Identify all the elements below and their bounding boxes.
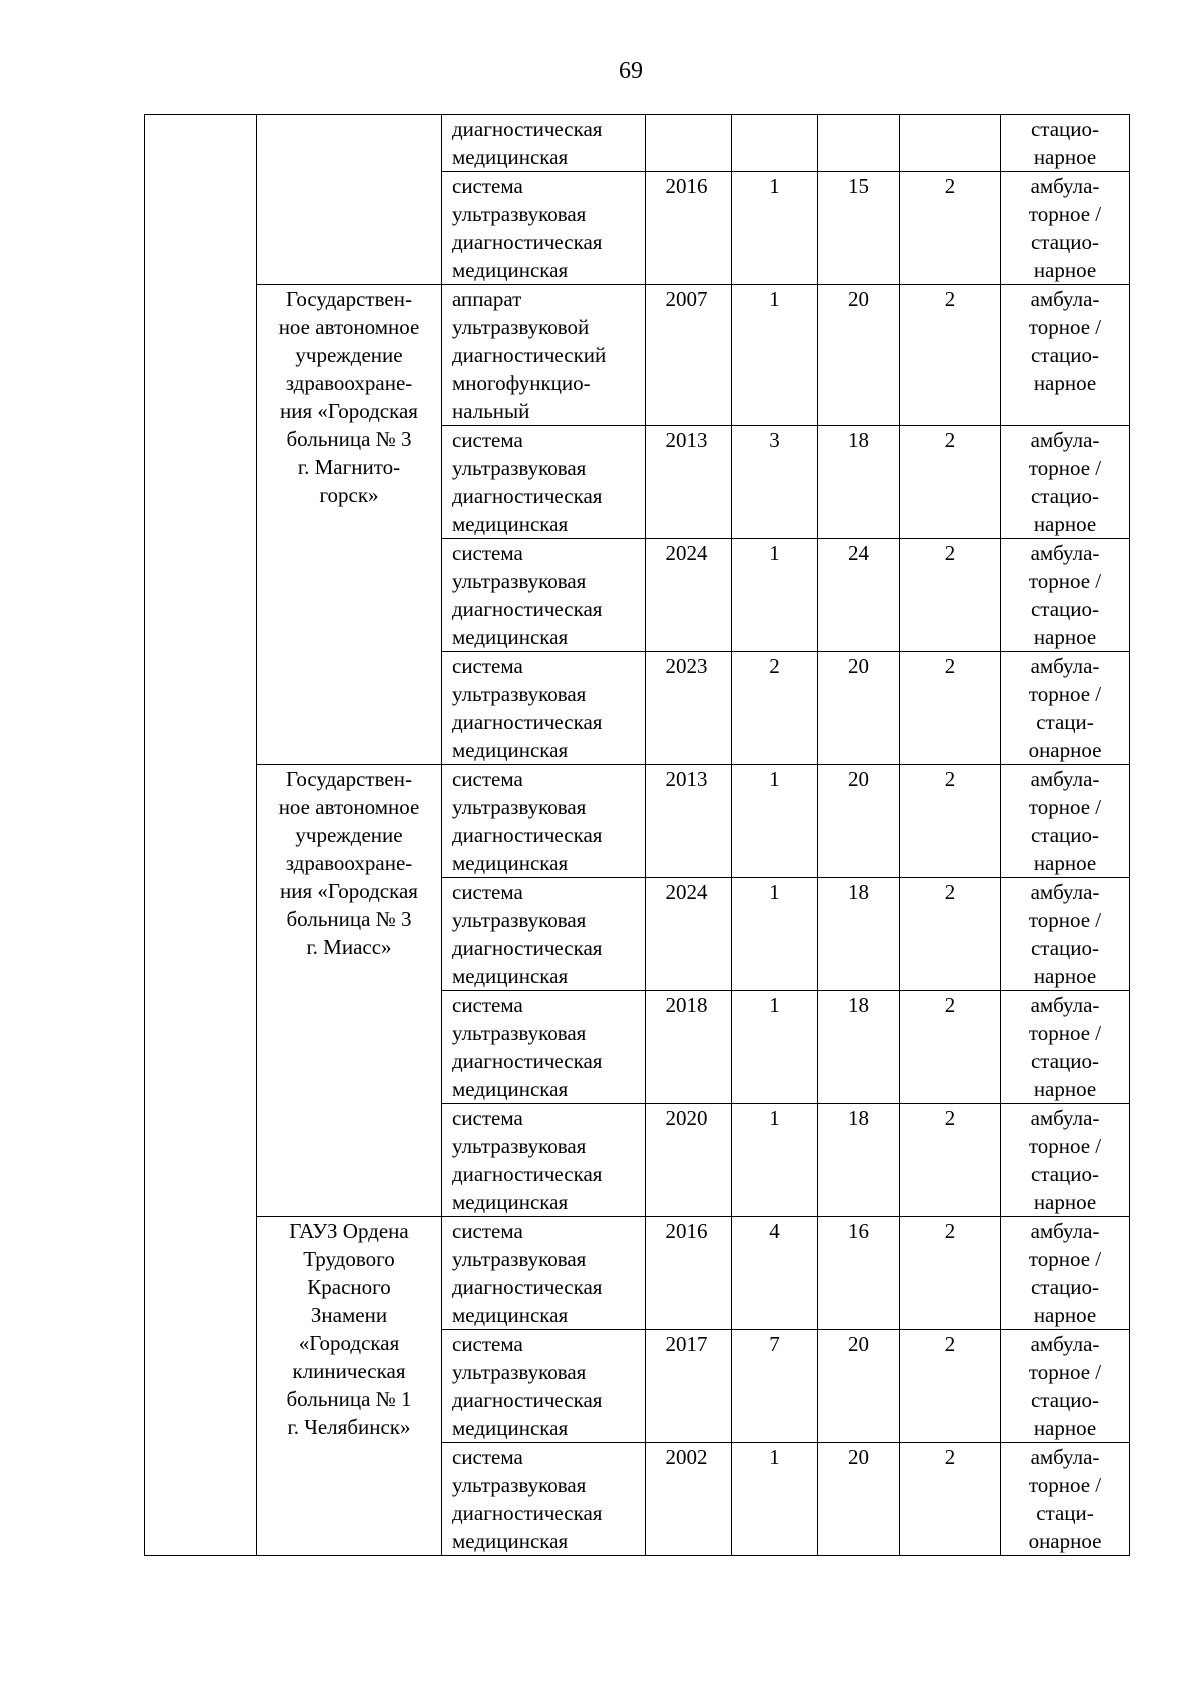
organization-cell-line: ГАУЗ Ордена xyxy=(289,1219,409,1243)
age-cell: 20 xyxy=(818,765,900,878)
care-type-cell-line: стацио- xyxy=(1030,1388,1100,1412)
organization-cell-line: больница № 3 xyxy=(286,427,412,451)
organization-cell-line: Красного xyxy=(307,1275,391,1299)
organization-cell-line: здравоохране- xyxy=(285,851,413,875)
equipment-name-cell-line: ультразвуковая xyxy=(452,569,587,593)
equipment-name-cell-line: система xyxy=(452,1106,523,1130)
equipment-name-cell-line: диагностическая xyxy=(452,230,603,254)
quantity-cell: 1 xyxy=(732,991,818,1104)
shifts-cell: 2 xyxy=(900,1217,1001,1330)
age-cell: 18 xyxy=(818,878,900,991)
care-type-cell-line: онарное xyxy=(1028,1529,1102,1553)
care-type-cell-line: стацио- xyxy=(1030,936,1100,960)
care-type-cell xyxy=(1001,1330,1130,1443)
care-type-cell-line: торное / xyxy=(1028,1021,1102,1045)
care-type-cell-line: торное / xyxy=(1028,202,1102,226)
organization-cell xyxy=(257,1217,442,1556)
age-cell: 20 xyxy=(818,285,900,426)
care-type-cell-line: нарное xyxy=(1033,1303,1097,1327)
equipment-name-cell-line: медицинская xyxy=(452,1416,569,1440)
quantity-cell: 1 xyxy=(732,539,818,652)
organization-cell-line: больница № 3 xyxy=(286,907,412,931)
age-cell: 20 xyxy=(818,652,900,765)
care-type-cell-line: нарное xyxy=(1033,851,1097,875)
equipment-table xyxy=(144,114,1130,1556)
equipment-name-cell-line: диагностическая xyxy=(452,484,603,508)
care-type-cell-line: торное / xyxy=(1028,315,1102,339)
equipment-table-body xyxy=(145,115,1130,1556)
care-type-cell-line: амбула- xyxy=(1030,1332,1100,1356)
equipment-name-cell-line: медицинская xyxy=(452,738,569,762)
age-cell: 20 xyxy=(818,1443,900,1556)
shifts-cell: 2 xyxy=(900,652,1001,765)
equipment-name-cell-line: ультразвуковая xyxy=(452,1247,587,1271)
care-type-cell-line: онарное xyxy=(1028,738,1102,762)
equipment-name-cell-line: медицинская xyxy=(452,1077,569,1101)
quantity-cell: 1 xyxy=(732,1104,818,1217)
equipment-name-cell-line: диагностическая xyxy=(452,597,603,621)
care-type-cell-line: нарное xyxy=(1033,145,1097,169)
equipment-name-cell-line: многофункцио- xyxy=(452,371,591,395)
care-type-cell-line: нарное xyxy=(1033,1077,1097,1101)
care-type-cell-line: торное / xyxy=(1028,1360,1102,1384)
year-cell: 2018 xyxy=(646,991,732,1104)
equipment-name-cell xyxy=(442,172,646,285)
shifts-cell: 2 xyxy=(900,1443,1001,1556)
organization-cell-line: здравоохране- xyxy=(285,371,413,395)
age-cell: 15 xyxy=(818,172,900,285)
equipment-name-cell-line: система xyxy=(452,1219,523,1243)
equipment-name-cell-line: система xyxy=(452,428,523,452)
age-cell: 16 xyxy=(818,1217,900,1330)
care-type-cell-line: стацио- xyxy=(1030,1049,1100,1073)
equipment-name-cell xyxy=(442,991,646,1104)
equipment-name-cell-line: ультразвуковая xyxy=(452,682,587,706)
quantity-cell: 1 xyxy=(732,878,818,991)
care-type-cell xyxy=(1001,1104,1130,1217)
equipment-name-cell-line: ультразвуковая xyxy=(452,1134,587,1158)
equipment-name-cell-line: медицинская xyxy=(452,1529,569,1553)
care-type-cell xyxy=(1001,1217,1130,1330)
equipment-name-cell-line: диагностическая xyxy=(452,823,603,847)
care-type-cell-line: амбула- xyxy=(1030,174,1100,198)
care-type-cell-line: стацио- xyxy=(1030,117,1100,141)
quantity-cell: 1 xyxy=(732,172,818,285)
care-type-cell xyxy=(1001,172,1130,285)
care-type-cell xyxy=(1001,878,1130,991)
care-type-cell-line: стацио- xyxy=(1030,823,1100,847)
care-type-cell-line: амбула- xyxy=(1030,287,1100,311)
care-type-cell-line: нарное xyxy=(1033,512,1097,536)
care-type-cell-line: стацио- xyxy=(1030,1162,1100,1186)
care-type-cell xyxy=(1001,115,1130,172)
equipment-name-cell-line: медицинская xyxy=(452,145,569,169)
organization-cell-line: г. Челябинск» xyxy=(287,1415,411,1439)
equipment-name-cell-line: система xyxy=(452,1445,523,1469)
quantity-cell: 3 xyxy=(732,426,818,539)
care-type-cell xyxy=(1001,539,1130,652)
quantity-cell: 1 xyxy=(732,1443,818,1556)
organization-cell-line: ния «Городская xyxy=(280,879,418,903)
year-cell: 2024 xyxy=(646,878,732,991)
care-type-cell-line: амбула- xyxy=(1030,1445,1100,1469)
equipment-name-cell-line: система xyxy=(452,654,523,678)
care-type-cell-line: торное / xyxy=(1028,1473,1102,1497)
organization-cell-line: учреждение xyxy=(295,343,403,367)
organization-cell-line: больница № 1 xyxy=(286,1387,412,1411)
equipment-name-cell-line: система xyxy=(452,1332,523,1356)
age-cell: 18 xyxy=(818,991,900,1104)
age-cell: 18 xyxy=(818,426,900,539)
equipment-name-cell xyxy=(442,1443,646,1556)
care-type-cell xyxy=(1001,991,1130,1104)
care-type-cell-line: амбула- xyxy=(1030,541,1100,565)
equipment-name-cell-line: ультразвуковая xyxy=(452,908,587,932)
equipment-name-cell-line: ультразвуковая xyxy=(452,456,587,480)
shifts-cell: 2 xyxy=(900,991,1001,1104)
organization-cell-line: Государствен- xyxy=(286,287,412,311)
quantity-cell xyxy=(732,115,818,172)
empty-index-cell xyxy=(145,115,257,1556)
care-type-cell-line: торное / xyxy=(1028,795,1102,819)
equipment-name-cell-line: ультразвуковая xyxy=(452,1360,587,1384)
age-cell: 18 xyxy=(818,1104,900,1217)
equipment-name-cell-line: система xyxy=(452,174,523,198)
equipment-name-cell-line: ультразвуковой xyxy=(452,315,590,339)
equipment-name-cell-line: медицинская xyxy=(452,851,569,875)
equipment-name-cell-line: диагностический xyxy=(452,343,607,367)
organization-cell-line: Знамени xyxy=(310,1303,388,1327)
quantity-cell: 1 xyxy=(732,765,818,878)
equipment-name-cell-line: диагностическая xyxy=(452,117,603,141)
organization-cell-line: учреждение xyxy=(295,823,403,847)
care-type-cell-line: стаци- xyxy=(1036,1501,1094,1525)
equipment-name-cell xyxy=(442,652,646,765)
care-type-cell-line: торное / xyxy=(1028,1134,1102,1158)
equipment-name-cell xyxy=(442,878,646,991)
care-type-cell-line: торное / xyxy=(1028,682,1102,706)
care-type-cell-line: торное / xyxy=(1028,908,1102,932)
care-type-cell-line: амбула- xyxy=(1030,767,1100,791)
equipment-name-cell-line: аппарат xyxy=(452,287,522,311)
year-cell: 2024 xyxy=(646,539,732,652)
care-type-cell-line: нарное xyxy=(1033,625,1097,649)
shifts-cell: 2 xyxy=(900,172,1001,285)
equipment-name-cell-line: медицинская xyxy=(452,625,569,649)
equipment-name-cell xyxy=(442,765,646,878)
equipment-name-cell xyxy=(442,539,646,652)
organization-cell xyxy=(257,285,442,765)
year-cell: 2013 xyxy=(646,426,732,539)
equipment-name-cell xyxy=(442,285,646,426)
equipment-name-cell-line: медицинская xyxy=(452,964,569,988)
year-cell: 2017 xyxy=(646,1330,732,1443)
age-cell: 24 xyxy=(818,539,900,652)
organization-cell-line: ное автономное xyxy=(278,315,420,339)
equipment-name-cell-line: диагностическая xyxy=(452,1049,603,1073)
care-type-cell xyxy=(1001,765,1130,878)
organization-cell-line: ное автономное xyxy=(278,795,420,819)
shifts-cell: 2 xyxy=(900,426,1001,539)
year-cell: 2016 xyxy=(646,172,732,285)
quantity-cell: 4 xyxy=(732,1217,818,1330)
equipment-name-cell-line: ультразвуковая xyxy=(452,1473,587,1497)
equipment-name-cell-line: медицинская xyxy=(452,1190,569,1214)
care-type-cell-line: нарное xyxy=(1033,1190,1097,1214)
equipment-name-cell-line: система xyxy=(452,541,523,565)
care-type-cell-line: стацио- xyxy=(1030,230,1100,254)
equipment-name-cell-line: нальный xyxy=(452,399,530,423)
care-type-cell-line: амбула- xyxy=(1030,654,1100,678)
year-cell: 2007 xyxy=(646,285,732,426)
equipment-name-cell-line: диагностическая xyxy=(452,1388,603,1412)
quantity-cell: 7 xyxy=(732,1330,818,1443)
care-type-cell-line: нарное xyxy=(1033,964,1097,988)
equipment-name-cell-line: ультразвуковая xyxy=(452,795,587,819)
equipment-name-cell-line: диагностическая xyxy=(452,936,603,960)
care-type-cell-line: амбула- xyxy=(1030,1106,1100,1130)
table-row xyxy=(145,285,1130,426)
care-type-cell-line: нарное xyxy=(1033,371,1097,395)
care-type-cell-line: торное / xyxy=(1028,456,1102,480)
year-cell: 2020 xyxy=(646,1104,732,1217)
organization-cell-line: Трудового xyxy=(303,1247,395,1271)
equipment-name-cell xyxy=(442,426,646,539)
shifts-cell: 2 xyxy=(900,1104,1001,1217)
table-row xyxy=(145,1217,1130,1330)
equipment-name-cell-line: ультразвуковая xyxy=(452,202,587,226)
care-type-cell-line: амбула- xyxy=(1030,993,1100,1017)
care-type-cell-line: нарное xyxy=(1033,1416,1097,1440)
shifts-cell: 2 xyxy=(900,878,1001,991)
care-type-cell-line: стацио- xyxy=(1030,1275,1100,1299)
care-type-cell xyxy=(1001,1443,1130,1556)
age-cell xyxy=(818,115,900,172)
year-cell: 2013 xyxy=(646,765,732,878)
quantity-cell: 2 xyxy=(732,652,818,765)
care-type-cell-line: амбула- xyxy=(1030,880,1100,904)
organization-cell-line: клиническая xyxy=(292,1359,406,1383)
page-number: 69 xyxy=(619,58,643,84)
equipment-name-cell xyxy=(442,115,646,172)
care-type-cell xyxy=(1001,426,1130,539)
equipment-name-cell-line: медицинская xyxy=(452,1303,569,1327)
care-type-cell-line: стацио- xyxy=(1030,484,1100,508)
equipment-name-cell xyxy=(442,1104,646,1217)
equipment-name-cell xyxy=(442,1217,646,1330)
year-cell: 2016 xyxy=(646,1217,732,1330)
organization-cell-line: г. Магнито- xyxy=(297,455,401,479)
organization-cell-line: «Городская xyxy=(298,1331,400,1355)
table-row xyxy=(145,765,1130,878)
shifts-cell: 2 xyxy=(900,539,1001,652)
equipment-name-cell-line: ультразвуковая xyxy=(452,1021,587,1045)
quantity-cell: 1 xyxy=(732,285,818,426)
equipment-name-cell xyxy=(442,1330,646,1443)
organization-cell xyxy=(257,115,442,285)
care-type-cell-line: амбула- xyxy=(1030,1219,1100,1243)
shifts-cell: 2 xyxy=(900,1330,1001,1443)
equipment-name-cell-line: диагностическая xyxy=(452,710,603,734)
table-row xyxy=(145,115,1130,172)
equipment-name-cell-line: медицинская xyxy=(452,258,569,282)
shifts-cell xyxy=(900,115,1001,172)
care-type-cell-line: стацио- xyxy=(1030,343,1100,367)
care-type-cell xyxy=(1001,285,1130,426)
equipment-name-cell-line: диагностическая xyxy=(452,1501,603,1525)
organization-cell-line: Государствен- xyxy=(286,767,412,791)
care-type-cell-line: стаци- xyxy=(1036,710,1094,734)
care-type-cell-line: стацио- xyxy=(1030,597,1100,621)
equipment-name-cell-line: система xyxy=(452,880,523,904)
equipment-name-cell-line: диагностическая xyxy=(452,1275,603,1299)
care-type-cell-line: нарное xyxy=(1033,258,1097,282)
care-type-cell-line: торное / xyxy=(1028,569,1102,593)
shifts-cell: 2 xyxy=(900,285,1001,426)
equipment-name-cell-line: система xyxy=(452,993,523,1017)
shifts-cell: 2 xyxy=(900,765,1001,878)
care-type-cell xyxy=(1001,652,1130,765)
equipment-name-cell-line: диагностическая xyxy=(452,1162,603,1186)
care-type-cell-line: торное / xyxy=(1028,1247,1102,1271)
care-type-cell-line: амбула- xyxy=(1030,428,1100,452)
organization-cell-line: горск» xyxy=(319,483,379,507)
age-cell: 20 xyxy=(818,1330,900,1443)
organization-cell-line: г. Миасс» xyxy=(306,935,392,959)
equipment-name-cell-line: система xyxy=(452,767,523,791)
organization-cell-line: ния «Городская xyxy=(280,399,418,423)
organization-cell xyxy=(257,765,442,1217)
equipment-name-cell-line: медицинская xyxy=(452,512,569,536)
year-cell: 2002 xyxy=(646,1443,732,1556)
year-cell: 2023 xyxy=(646,652,732,765)
year-cell xyxy=(646,115,732,172)
